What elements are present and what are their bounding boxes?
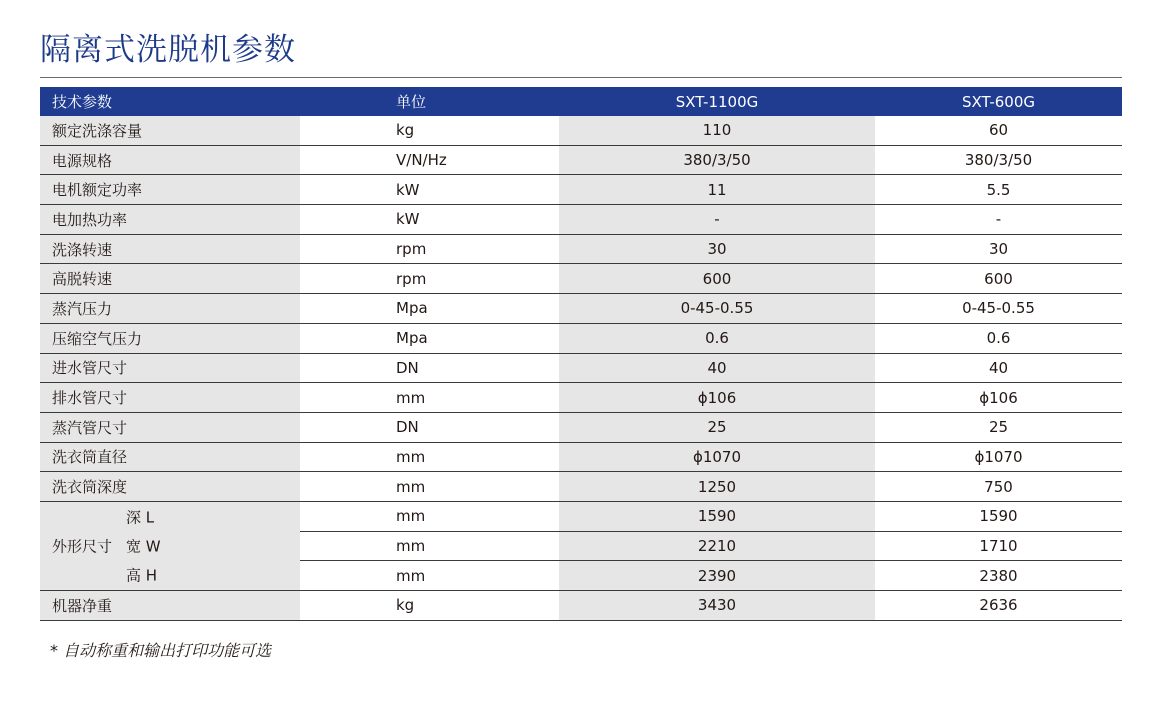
param-unit: mm xyxy=(300,531,559,561)
value-model-2: 2380 xyxy=(875,561,1122,591)
value-model-2: ϕ1070 xyxy=(875,442,1122,472)
value-model-2: 380/3/50 xyxy=(875,145,1122,175)
value-model-1: 0.6 xyxy=(559,323,875,353)
param-unit: kW xyxy=(300,205,559,235)
param-unit: mm xyxy=(300,383,559,413)
table-row xyxy=(40,234,1122,264)
param-name: 电机额定功率 xyxy=(40,175,300,205)
table-header-row xyxy=(40,87,1122,116)
value-model-1: ϕ1070 xyxy=(559,442,875,472)
param-name: 进水管尺寸 xyxy=(40,353,300,383)
value-model-2: 60 xyxy=(875,116,1122,145)
param-unit: mm xyxy=(300,442,559,472)
param-name: 洗衣筒深度 xyxy=(40,472,300,502)
param-name: 洗涤转速 xyxy=(40,234,300,264)
table-row xyxy=(40,294,1122,324)
param-unit: rpm xyxy=(300,234,559,264)
page-title: 隔离式洗脱机参数 xyxy=(40,32,296,68)
value-model-1: 1250 xyxy=(559,472,875,502)
table-row xyxy=(40,175,1122,205)
table-row xyxy=(40,383,1122,413)
value-model-1: 30 xyxy=(559,234,875,264)
value-model-1: 1590 xyxy=(559,501,875,531)
value-model-2: 25 xyxy=(875,412,1122,442)
header-unit: 单位 xyxy=(300,87,559,116)
value-model-2: 30 xyxy=(875,234,1122,264)
param-unit: mm xyxy=(300,561,559,591)
value-model-2: 750 xyxy=(875,472,1122,502)
table-row xyxy=(40,531,1122,561)
param-unit: rpm xyxy=(300,264,559,294)
value-model-2: - xyxy=(875,205,1122,235)
value-model-2: 2636 xyxy=(875,591,1122,621)
param-unit: kg xyxy=(300,591,559,621)
footnote: * 自动称重和输出打印功能可选 xyxy=(50,641,272,660)
value-model-1: ϕ106 xyxy=(559,383,875,413)
value-model-2: 5.5 xyxy=(875,175,1122,205)
param-name: 压缩空气压力 xyxy=(40,323,300,353)
value-model-1: - xyxy=(559,205,875,235)
value-model-2: 0-45-0.55 xyxy=(875,294,1122,324)
value-model-1: 600 xyxy=(559,264,875,294)
param-name: 电源规格 xyxy=(40,145,300,175)
table-row xyxy=(40,472,1122,502)
param-unit: kW xyxy=(300,175,559,205)
value-model-1: 2210 xyxy=(559,531,875,561)
param-unit: DN xyxy=(300,412,559,442)
param-name: 额定洗涤容量 xyxy=(40,116,300,145)
param-name: 机器净重 xyxy=(40,591,300,621)
value-model-2: 1710 xyxy=(875,531,1122,561)
table-row xyxy=(40,412,1122,442)
title-divider xyxy=(40,77,1122,78)
value-model-2: 0.6 xyxy=(875,323,1122,353)
spec-table xyxy=(40,87,1122,621)
dimension-sub-label: 宽 W xyxy=(126,537,161,556)
value-model-2: ϕ106 xyxy=(875,383,1122,413)
param-name: 蒸汽管尺寸 xyxy=(40,412,300,442)
table-row xyxy=(40,323,1122,353)
param-unit: mm xyxy=(300,501,559,531)
param-unit: mm xyxy=(300,472,559,502)
param-unit: DN xyxy=(300,353,559,383)
value-model-1: 2390 xyxy=(559,561,875,591)
table-row xyxy=(40,591,1122,621)
header-model-2: SXT-600G xyxy=(875,87,1122,116)
header-param: 技术参数 xyxy=(40,87,300,116)
value-model-2: 600 xyxy=(875,264,1122,294)
value-model-2: 40 xyxy=(875,353,1122,383)
param-unit: Mpa xyxy=(300,323,559,353)
table-row xyxy=(40,145,1122,175)
table-row xyxy=(40,205,1122,235)
table-row xyxy=(40,442,1122,472)
dimension-cell xyxy=(40,531,300,561)
table-body xyxy=(40,116,1122,620)
param-name: 洗衣筒直径 xyxy=(40,442,300,472)
value-model-1: 3430 xyxy=(559,591,875,621)
dimension-cell xyxy=(40,561,300,591)
table-row xyxy=(40,264,1122,294)
param-name: 高脱转速 xyxy=(40,264,300,294)
param-unit: V/N/Hz xyxy=(300,145,559,175)
dimension-sub-label: 高 H xyxy=(126,566,158,585)
table-row xyxy=(40,116,1122,145)
value-model-1: 380/3/50 xyxy=(559,145,875,175)
value-model-1: 40 xyxy=(559,353,875,383)
param-name: 蒸汽压力 xyxy=(40,294,300,324)
header-model-1: SXT-1100G xyxy=(559,87,875,116)
param-name: 电加热功率 xyxy=(40,205,300,235)
dimension-group-label: 外形尺寸 xyxy=(52,537,113,556)
value-model-1: 0-45-0.55 xyxy=(559,294,875,324)
table-row xyxy=(40,353,1122,383)
param-unit: Mpa xyxy=(300,294,559,324)
dimension-cell xyxy=(40,501,300,531)
table-row xyxy=(40,561,1122,591)
table-row xyxy=(40,501,1122,531)
value-model-1: 11 xyxy=(559,175,875,205)
value-model-1: 25 xyxy=(559,412,875,442)
dimension-sub-label: 深 L xyxy=(126,508,155,527)
param-name: 排水管尺寸 xyxy=(40,383,300,413)
value-model-2: 1590 xyxy=(875,501,1122,531)
param-unit: kg xyxy=(300,116,559,145)
value-model-1: 110 xyxy=(559,116,875,145)
